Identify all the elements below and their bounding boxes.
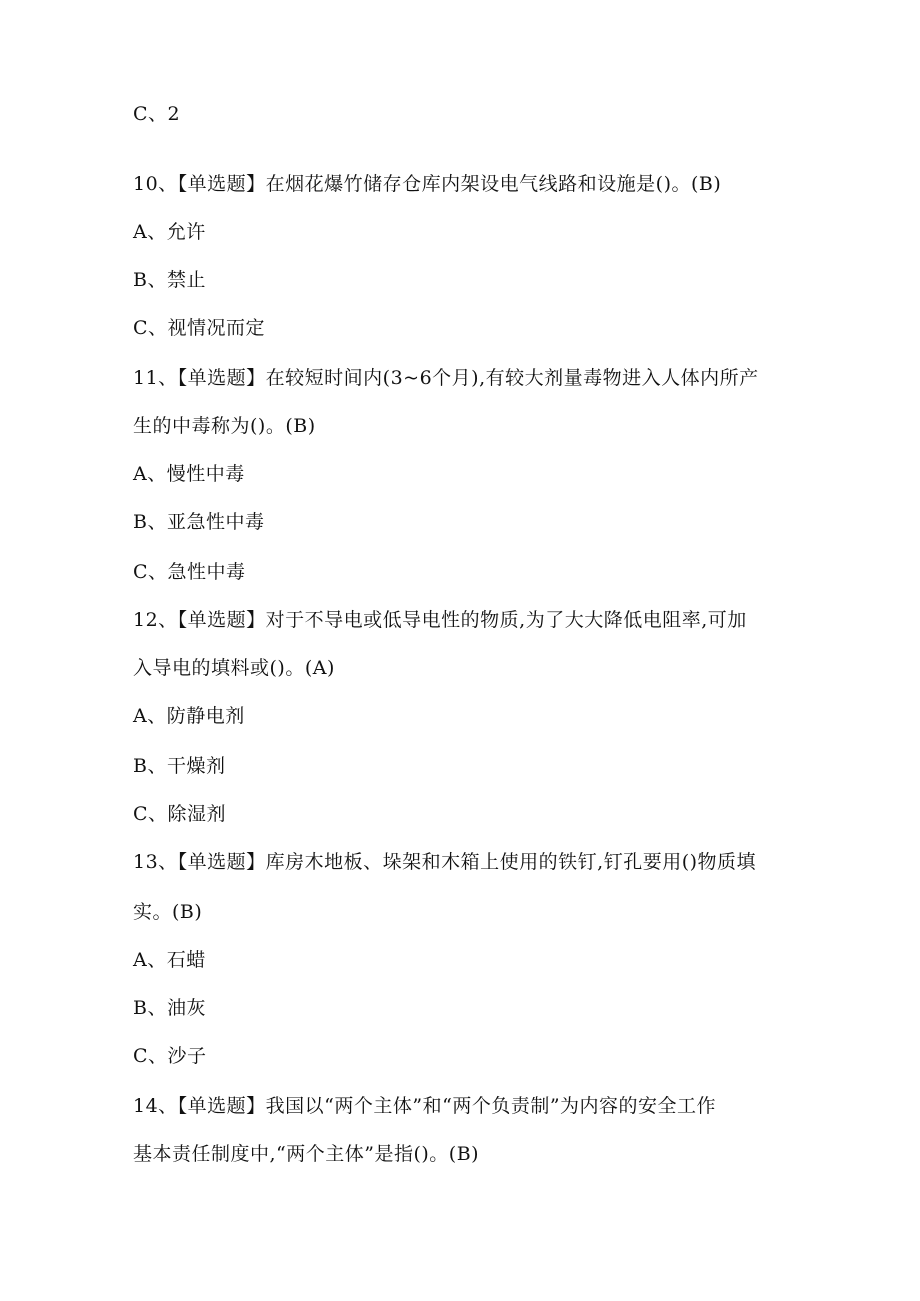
option-a-q11: A、慢性中毒 — [133, 463, 245, 485]
option-a-q10: A、允许 — [133, 221, 206, 243]
question-13-line-2: 实。(B) — [133, 901, 203, 923]
option-b-q10: B、禁止 — [133, 269, 206, 291]
option-c-q11: C、急性中毒 — [133, 561, 246, 583]
option-c-q13: C、沙子 — [133, 1045, 207, 1067]
option-a-q13: A、石蜡 — [133, 949, 206, 971]
question-11-line-2: 生的中毒称为()。(B) — [133, 415, 316, 437]
question-10: 10、【单选题】在烟花爆竹储存仓库内架设电气线路和设施是()。(B) — [133, 173, 722, 195]
option-b-q11: B、亚急性中毒 — [133, 511, 265, 533]
question-14-line-1: 14、【单选题】我国以“两个主体”和“两个负责制”为内容的安全工作 — [133, 1095, 717, 1117]
option-a-q12: A、防静电剂 — [133, 705, 245, 727]
question-14-line-2: 基本责任制度中,“两个主体”是指()。(B) — [133, 1143, 480, 1165]
question-12-line-2: 入导电的填料或()。(A) — [133, 657, 335, 679]
option-c-q9: C、2 — [133, 103, 181, 125]
question-12-line-1: 12、【单选题】对于不导电或低导电性的物质,为了大大降低电阻率,可加 — [133, 609, 747, 631]
question-11-line-1: 11、【单选题】在较短时间内(3~6个月),有较大剂量毒物进入人体内所产 — [133, 367, 759, 389]
option-c-q12: C、除湿剂 — [133, 803, 227, 825]
option-b-q13: B、油灰 — [133, 997, 206, 1019]
question-13-line-1: 13、【单选题】库房木地板、垛架和木箱上使用的铁钉,钉孔要用()物质填 — [133, 851, 757, 873]
option-c-q10: C、视情况而定 — [133, 317, 266, 339]
option-b-q12: B、干燥剂 — [133, 755, 226, 777]
